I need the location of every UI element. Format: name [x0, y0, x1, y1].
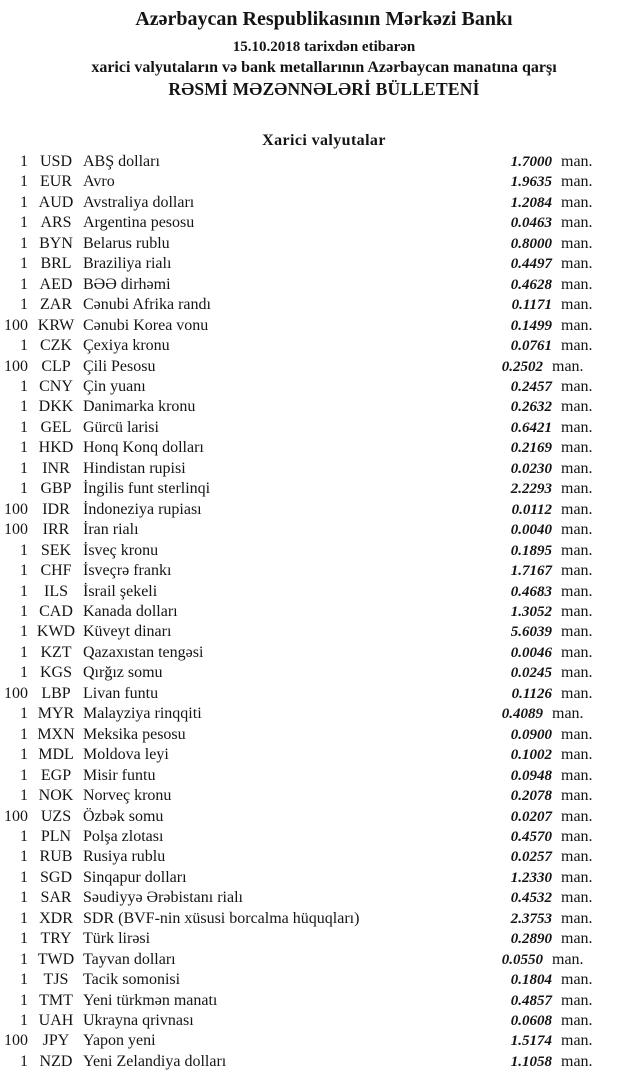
section-title-foreign-currencies: Xarici valyutalar [262, 132, 386, 149]
currency-row [0, 602, 620, 622]
currency-unit-label: man. [561, 459, 593, 477]
currency-rate: 0.2169 [510, 440, 552, 457]
currency-quantity: 100 [4, 500, 28, 518]
currency-code: IDR [42, 500, 70, 518]
currency-rate: 0.2078 [510, 788, 552, 805]
currency-row [0, 541, 620, 561]
currency-unit-label: man. [552, 705, 584, 723]
currency-rate: 0.4497 [510, 256, 552, 273]
currency-rate: 0.2502 [501, 358, 543, 375]
currency-unit-label: man. [561, 316, 593, 334]
currency-name: Cənubi Korea vonu [83, 316, 209, 334]
currency-code: CAD [39, 602, 73, 620]
currency-code: CHF [40, 562, 72, 580]
currency-name: Belarus rublu [83, 234, 170, 252]
currency-row [0, 275, 620, 295]
currency-code: NOK [38, 787, 74, 805]
currency-unit-label: man. [561, 418, 593, 436]
currency-row [0, 827, 620, 847]
currency-unit-label: man. [561, 930, 593, 948]
currency-name: Hindistan rupisi [83, 459, 186, 477]
currency-unit-label: man. [561, 153, 593, 170]
currency-code: HKD [38, 439, 74, 457]
currency-row [0, 868, 620, 888]
currency-rate: 0.0040 [510, 522, 552, 539]
bulletin-title: RƏSMİ MƏZƏNNƏLƏRİ BÜLLETENİ [168, 79, 480, 99]
currency-quantity: 1 [20, 296, 28, 314]
bulletin-header [0, 0, 620, 100]
currency-name: Moldova leyi [83, 746, 169, 764]
currency-name: ABŞ dolları [83, 153, 160, 170]
currency-code: ZAR [40, 296, 72, 314]
currency-rate: 1.3052 [510, 603, 552, 620]
currency-row [0, 929, 620, 949]
currency-name: Səudiyyə Ərəbistanı rialı [83, 889, 243, 907]
currency-unit-label: man. [561, 337, 593, 355]
currency-rate: 0.0550 [501, 951, 543, 968]
currency-quantity: 1 [20, 889, 28, 907]
currency-row [0, 663, 620, 683]
currency-code: TRY [40, 930, 72, 948]
currency-quantity: 1 [20, 848, 28, 866]
currency-code: MYR [37, 705, 75, 723]
currency-rate: 0.6421 [510, 419, 552, 436]
currency-quantity: 100 [4, 1032, 28, 1050]
currency-name: Kanada dolları [83, 602, 178, 620]
currency-rate: 0.0046 [510, 644, 552, 661]
currency-row [0, 234, 620, 254]
currency-rate: 1.7167 [510, 563, 552, 580]
currency-quantity: 100 [4, 684, 28, 702]
currency-code: DKK [38, 398, 74, 416]
currency-rate: 0.1895 [510, 542, 552, 559]
currency-unit-label: man. [561, 909, 593, 927]
currency-name: Yeni türkmən manatı [83, 991, 218, 1009]
currency-name: Honq Konq dolları [83, 439, 204, 457]
currency-name: Qazaxıstan tengəsi [83, 643, 204, 661]
currency-code: UAH [38, 1012, 74, 1030]
currency-rate: 0.1171 [511, 297, 552, 314]
currency-code: NZD [39, 1052, 73, 1070]
currency-row [0, 766, 620, 786]
currency-unit-label: man. [561, 398, 593, 416]
currency-unit-label: man. [561, 766, 593, 784]
currency-code: PLN [40, 827, 72, 845]
currency-quantity: 1 [20, 827, 28, 845]
currency-name: Tayvan dolları [83, 950, 176, 968]
currency-code: JPY [42, 1032, 70, 1050]
currency-quantity: 1 [20, 337, 28, 355]
currency-unit-label: man. [561, 377, 593, 395]
currency-quantity: 1 [20, 971, 28, 989]
currency-name: Argentina pesosu [83, 214, 195, 232]
currency-rate: 0.0948 [510, 767, 552, 784]
currency-name: Qırğız somu [83, 664, 163, 682]
currency-rate: 1.2084 [510, 194, 552, 211]
currency-row [0, 193, 620, 213]
currency-quantity: 1 [20, 623, 28, 641]
currency-row [0, 582, 620, 602]
currency-unit-label: man. [561, 582, 593, 600]
currency-row [0, 172, 620, 192]
currency-code: MXN [37, 725, 75, 743]
currency-unit-label: man. [561, 500, 593, 518]
currency-rate: 0.0207 [510, 808, 552, 825]
currency-quantity: 1 [20, 480, 28, 498]
currency-name: İsrail şekeli [83, 582, 158, 600]
currency-rate: 0.4683 [510, 583, 552, 600]
currency-quantity: 1 [20, 377, 28, 395]
currency-name: Cənubi Afrika randı [83, 296, 211, 314]
currency-name: Yapon yeni [83, 1032, 156, 1050]
currency-rate: 0.2457 [510, 378, 552, 395]
currency-quantity: 1 [20, 766, 28, 784]
currency-name: Malayziya rinqqiti [83, 705, 202, 723]
currency-unit-label: man. [561, 889, 593, 907]
currency-quantity: 1 [20, 909, 28, 927]
currency-row [0, 622, 620, 642]
currency-name: İngilis funt sterlinqi [83, 480, 211, 498]
currency-code: KRW [37, 316, 75, 334]
currency-unit-label: man. [561, 214, 593, 232]
currency-unit-label: man. [561, 787, 593, 805]
currency-quantity: 1 [20, 1052, 28, 1070]
currency-row [0, 418, 620, 438]
currency-row [0, 847, 620, 867]
currency-code: TWD [37, 950, 75, 968]
currency-unit-label: man. [561, 725, 593, 743]
currency-unit-label: man. [561, 480, 593, 498]
currency-rate: 0.0463 [510, 215, 552, 232]
currency-rate: 0.4570 [510, 828, 552, 845]
currency-row [0, 970, 620, 990]
currency-rate: 0.4857 [510, 992, 552, 1009]
currency-quantity: 100 [4, 807, 28, 825]
currency-code: TMT [39, 991, 73, 1009]
currency-row [0, 1052, 620, 1072]
currency-quantity: 1 [20, 459, 28, 477]
currency-name: Çexiya kronu [83, 337, 170, 355]
currency-row [0, 704, 620, 724]
currency-name: Tacik somonisi [83, 971, 181, 989]
currency-row [0, 357, 620, 377]
effective-date-line: 15.10.2018 tarixdən etibarən [232, 39, 416, 55]
currency-code: KWD [36, 623, 76, 641]
currency-quantity: 1 [20, 664, 28, 682]
currency-row [0, 377, 620, 397]
currency-rate: 1.1058 [510, 1053, 552, 1070]
currency-rate: 0.4089 [501, 706, 543, 723]
currency-unit-label: man. [561, 684, 593, 702]
currency-code: BRL [40, 255, 72, 273]
currency-row [0, 561, 620, 581]
currency-quantity: 1 [20, 214, 28, 232]
currency-code: IRR [42, 521, 70, 539]
currency-name: SDR (BVF-nin xüsusi borcalma hüquqları) [83, 909, 360, 927]
currency-unit-label: man. [561, 255, 593, 273]
currency-code: MDL [38, 746, 74, 764]
currency-row [0, 336, 620, 356]
currency-name: İsveç kronu [83, 541, 159, 559]
currency-unit-label: man. [561, 1012, 593, 1030]
currency-quantity: 1 [20, 950, 28, 968]
currency-quantity: 1 [20, 787, 28, 805]
currency-unit-label: man. [561, 807, 593, 825]
currency-name: İran rialı [83, 521, 139, 539]
currency-row [0, 520, 620, 540]
currency-name: Türk lirəsi [83, 930, 151, 948]
currency-rate: 1.9635 [510, 174, 552, 191]
currency-unit-label: man. [561, 1052, 593, 1070]
currency-quantity: 1 [20, 193, 28, 211]
currency-quantity: 1 [20, 705, 28, 723]
currency-unit-label: man. [561, 971, 593, 989]
currency-name: Çin yuanı [83, 377, 146, 395]
currency-unit-label: man. [561, 643, 593, 661]
currency-code: BYN [39, 234, 73, 252]
bank-name-title: Azərbaycan Respublikasının Mərkəzi Bankı [135, 8, 513, 30]
currency-row [0, 991, 620, 1011]
currency-code: SEK [40, 541, 72, 559]
currency-row [0, 479, 620, 499]
currency-rate: 1.5174 [510, 1033, 552, 1050]
currency-row [0, 213, 620, 233]
currency-code: GEL [40, 418, 72, 436]
currency-row [0, 888, 620, 908]
currency-row [0, 152, 620, 172]
currency-name: Avro [83, 173, 115, 191]
currency-quantity: 1 [20, 1012, 28, 1030]
currency-name: Misir funtu [83, 766, 156, 784]
currency-code: XDR [39, 909, 73, 927]
currency-unit-label: man. [561, 541, 593, 559]
currency-row [0, 316, 620, 336]
currency-code: GBP [40, 480, 72, 498]
currency-row [0, 909, 620, 929]
currency-unit-label: man. [561, 234, 593, 252]
currency-code: USD [39, 153, 72, 170]
currency-row [0, 500, 620, 520]
currency-quantity: 1 [20, 562, 28, 580]
currency-unit-label: man. [561, 275, 593, 293]
currency-rate: 0.0761 [510, 338, 552, 355]
currency-unit-label: man. [552, 357, 584, 375]
currency-rate: 0.8000 [510, 235, 552, 252]
currency-unit-label: man. [552, 950, 584, 968]
currency-rate: 1.2330 [510, 869, 552, 886]
currency-rate: 0.0245 [510, 665, 552, 682]
currency-rate: 0.0608 [510, 1013, 552, 1030]
currency-unit-label: man. [561, 439, 593, 457]
currency-row [0, 459, 620, 479]
currency-rate: 0.0230 [510, 460, 552, 477]
currency-code: ILS [44, 582, 68, 600]
currency-rate: 0.1126 [511, 685, 552, 702]
currency-row [0, 643, 620, 663]
currency-quantity: 1 [20, 234, 28, 252]
currency-code: EGP [40, 766, 72, 784]
currency-name: Sinqapur dolları [83, 868, 187, 886]
currency-name: Küveyt dinarı [83, 623, 172, 641]
currency-code: SAR [40, 889, 72, 907]
currency-rate: 0.1499 [510, 317, 552, 334]
currency-unit-label: man. [561, 868, 593, 886]
currency-name: İndoneziya rupiası [83, 500, 202, 518]
currency-quantity: 100 [4, 357, 28, 375]
currency-name: Braziliya rialı [83, 255, 172, 273]
currency-row [0, 807, 620, 827]
currency-code: EUR [40, 173, 72, 191]
currency-rate: 0.0112 [511, 501, 552, 518]
currency-row [0, 786, 620, 806]
currency-quantity: 1 [20, 725, 28, 743]
currency-rate: 2.2293 [510, 481, 552, 498]
currency-unit-label: man. [561, 521, 593, 539]
currency-row [0, 684, 620, 704]
currency-name: İsveçrə frankı [83, 562, 172, 580]
currency-rate: 1.7000 [510, 154, 552, 170]
currency-row [0, 1011, 620, 1031]
currency-rate: 0.4532 [510, 890, 552, 907]
bulletin-subtitle: xarici valyutaların və bank metallarının Azərbaycan manatına qarşı [91, 59, 557, 76]
currency-quantity: 1 [20, 398, 28, 416]
currency-code: RUB [39, 848, 73, 866]
currency-row [0, 745, 620, 765]
currency-rate: 0.1804 [510, 972, 552, 989]
currency-quantity: 1 [20, 541, 28, 559]
currency-quantity: 1 [20, 602, 28, 620]
currency-rate: 2.3753 [510, 910, 552, 927]
currency-code: CZK [40, 337, 72, 355]
currency-quantity: 1 [20, 582, 28, 600]
currency-code: ARS [40, 214, 72, 232]
currency-name: Norveç kronu [83, 787, 172, 805]
currency-code: TJS [43, 971, 69, 989]
currency-rate: 0.0257 [510, 849, 552, 866]
currency-row [0, 254, 620, 274]
currency-name: Ukrayna qrivnası [83, 1012, 194, 1030]
currency-code: KZT [40, 643, 72, 661]
currency-quantity: 1 [20, 255, 28, 273]
currency-name: Özbək somu [83, 807, 164, 825]
currency-unit-label: man. [561, 848, 593, 866]
currency-code: AED [39, 275, 73, 293]
currency-row [0, 438, 620, 458]
currency-unit-label: man. [561, 664, 593, 682]
currency-quantity: 1 [20, 275, 28, 293]
currency-rate: 0.1002 [510, 747, 552, 764]
currency-row [0, 725, 620, 745]
currency-name: BƏƏ dirhəmi [83, 275, 171, 293]
currency-rate: 0.0900 [510, 726, 552, 743]
currency-unit-label: man. [561, 193, 593, 211]
currency-quantity: 1 [20, 173, 28, 191]
currency-unit-label: man. [561, 562, 593, 580]
currency-row [0, 1031, 620, 1051]
currency-rate: 0.2632 [510, 399, 552, 416]
currency-quantity: 100 [4, 316, 28, 334]
currency-quantity: 1 [20, 643, 28, 661]
currency-code: AUD [38, 193, 74, 211]
currency-name: Rusiya rublu [83, 848, 166, 866]
currency-code: LBP [41, 684, 71, 702]
currency-code: UZS [40, 807, 72, 825]
currency-unit-label: man. [561, 296, 593, 314]
currency-code: CLP [41, 357, 71, 375]
currency-quantity: 1 [20, 868, 28, 886]
currency-name: Danimarka kronu [83, 398, 196, 416]
currency-rate: 0.2890 [510, 931, 552, 948]
currency-name: Çili Pesosu [83, 357, 156, 375]
currency-unit-label: man. [561, 173, 593, 191]
currency-unit-label: man. [561, 602, 593, 620]
currency-row [0, 397, 620, 417]
currency-unit-label: man. [561, 827, 593, 845]
currency-quantity: 1 [20, 991, 28, 1009]
currency-quantity: 1 [20, 746, 28, 764]
currency-unit-label: man. [561, 991, 593, 1009]
currency-code: INR [42, 459, 70, 477]
currency-quantity: 1 [20, 418, 28, 436]
currency-name: Yeni Zelandiya dolları [83, 1052, 227, 1070]
currency-quantity: 100 [4, 521, 28, 539]
currency-code: CNY [39, 377, 73, 395]
currency-rate: 0.4628 [510, 276, 552, 293]
currency-unit-label: man. [561, 1032, 593, 1050]
currency-name: Avstraliya dolları [83, 193, 195, 211]
currency-quantity: 1 [20, 439, 28, 457]
currency-rate: 5.6039 [510, 624, 552, 641]
currency-row [0, 295, 620, 315]
currency-name: Meksika pesosu [83, 725, 186, 743]
currency-unit-label: man. [561, 623, 593, 641]
currency-rates-table [0, 152, 620, 1072]
currency-code: SGD [39, 868, 72, 886]
currency-quantity: 1 [20, 930, 28, 948]
currency-unit-label: man. [561, 746, 593, 764]
currency-code: KGS [39, 664, 72, 682]
currency-row [0, 950, 620, 970]
currency-name: Gürcü larisi [83, 418, 159, 436]
currency-quantity: 1 [20, 153, 28, 170]
currency-name: Livan funtu [83, 684, 159, 702]
currency-name: Polşa zlotası [83, 827, 164, 845]
